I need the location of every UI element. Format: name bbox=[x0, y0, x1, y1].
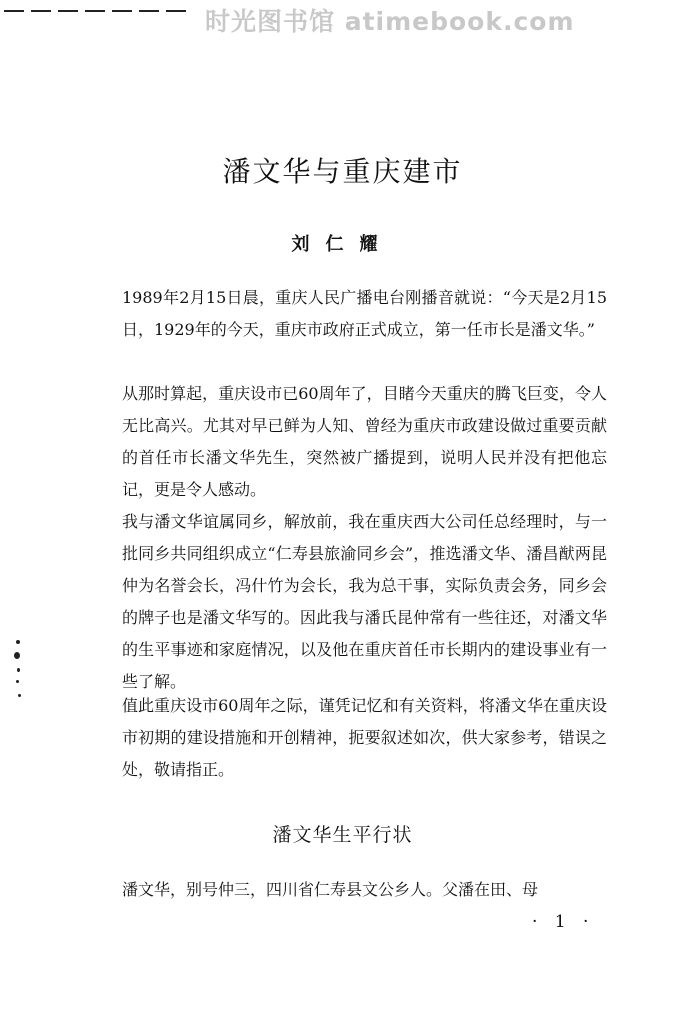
site-watermark: 时光图书馆 atimebook.com bbox=[205, 7, 575, 36]
section-heading: 潘文华生平行状 bbox=[272, 824, 413, 846]
paragraph-4: 值此重庆设市60周年之际，谨凭记忆和有关资料，将潘文华在重庆设市初期的建设措施和开创精神，扼要叙述如次，供大家参考，错误之处，敬请指正。 bbox=[122, 696, 607, 779]
paragraph-2: 从那时算起，重庆设市已60周年了，目睹今天重庆的腾飞巨变，令人无比高兴。尤其对早已鲜为人知、曾经为重庆市政建设做过重要贡献的首任市长潘文华先生，突然被广播提到，说明人民并没有把他忘记，更是令人感动。 bbox=[122, 384, 607, 499]
scan-specks bbox=[14, 640, 24, 700]
paragraph-3: 我与潘文华谊属同乡，解放前，我在重庆西大公司任总经理时，与一批同乡共同组织成立“仁寿县旅渝同乡会”，推选潘文华、潘昌猷两昆仲为名誉会长，冯什竹为会长，我为总干事，实际负责会务，同乡会的牌子也是潘文华写的。因此我与潘氏昆仲常有一些往还，对潘文华的生平事迹和家庭情况，以及他在重庆首任市长期内的建设事业有一些了解。 bbox=[122, 512, 607, 691]
article-title: 潘文华与重庆建市 bbox=[222, 155, 463, 188]
page-number: · 1 · bbox=[532, 912, 595, 932]
article-author: 刘仁耀 bbox=[291, 234, 394, 255]
paragraph-1: 1989年2月15日晨，重庆人民广播电台刚播音就说：“今天是2月15日，1929年的今天，重庆市政府正式成立，第一任市长是潘文华。” bbox=[122, 288, 607, 339]
top-dash-line bbox=[4, 10, 194, 14]
section-paragraph: 潘文华，别号仲三，四川省仁寿县文公乡人。父潘在田、母 bbox=[122, 880, 539, 899]
